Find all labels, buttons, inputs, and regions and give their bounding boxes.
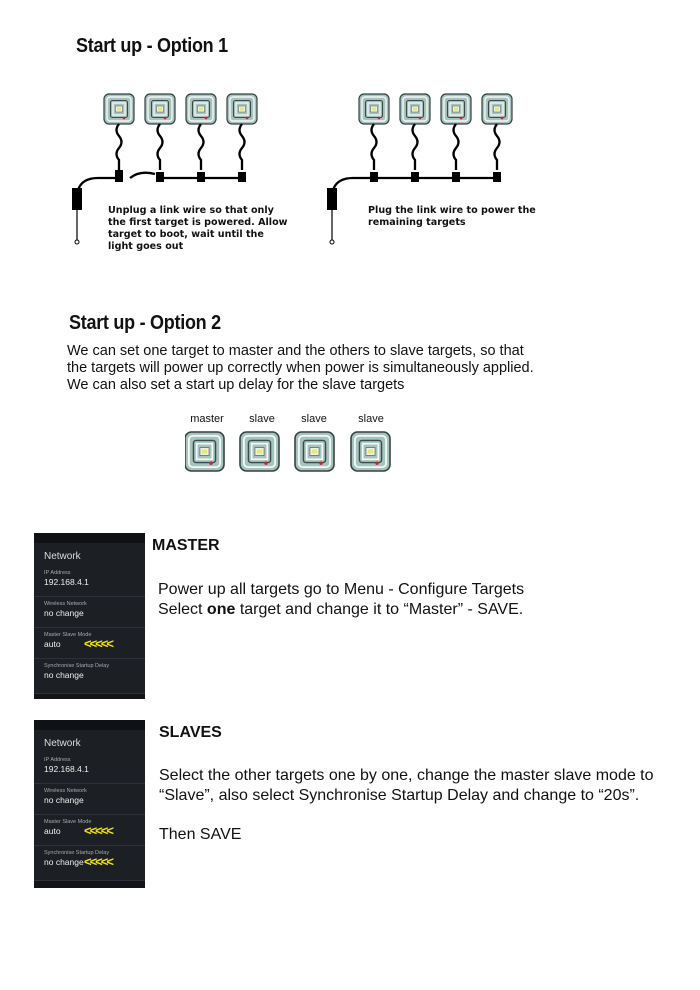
wireless-network-value: no change <box>44 608 84 618</box>
wireless-network-label: Wireless Network <box>44 601 87 607</box>
label-slave-3: slave <box>358 413 384 425</box>
master-slave-mode-label: Master Slave Mode <box>44 819 92 825</box>
option2-targets <box>185 430 405 475</box>
master-line-1: Power up all targets go to Menu - Configure Targets <box>158 581 525 598</box>
slaves-heading: SLAVES <box>159 724 222 741</box>
sync-startup-delay-label: Synchronise Startup Delay <box>44 850 110 856</box>
network-section-title: Network <box>44 738 81 749</box>
network-section-title: Network <box>44 551 81 562</box>
target-1-icon <box>104 94 134 124</box>
label-slave-1: slave <box>249 413 275 425</box>
target-2-icon <box>400 94 430 124</box>
sync-startup-delay-value: no change <box>44 857 84 867</box>
option2-description: We can set one target to master and the others to slave targets, so that the targets will power up correctly when power is simultaneously applied. We can also set a start up delay for the slave targets <box>67 343 534 393</box>
slave-target-icon <box>351 432 390 471</box>
master-slave-mode-value: auto <box>44 639 61 649</box>
ip-address-label: IP Address <box>44 570 71 576</box>
target-1-icon <box>359 94 389 124</box>
target-4-icon <box>482 94 512 124</box>
wireless-network-value: no change <box>44 795 84 805</box>
option1-title: Start up - Option 1 <box>76 35 228 57</box>
target-3-icon <box>186 94 216 124</box>
slaves-line-2: “Slave”, also select Synchronise Startup Delay and change to “20s”. <box>159 787 640 804</box>
arrow-pointer-icon: <<<<< <box>84 823 112 838</box>
target-3-icon <box>441 94 471 124</box>
sync-startup-delay-value: no change <box>44 670 84 680</box>
arrow-pointer-icon: <<<<< <box>84 636 112 651</box>
slaves-line-1: Select the other targets one by one, change the master slave mode to <box>159 767 654 784</box>
slave-settings-screenshot <box>34 720 145 888</box>
option2-title: Start up - Option 2 <box>69 312 221 334</box>
master-settings-screenshot <box>34 533 145 699</box>
wireless-network-label: Wireless Network <box>44 788 87 794</box>
target-2-icon <box>145 94 175 124</box>
arrow-pointer-icon: <<<<< <box>84 854 112 869</box>
master-slave-mode-value: auto <box>44 826 61 836</box>
option1-right-caption: Plug the link wire to power the remaining targets <box>368 205 536 228</box>
ip-address-value: 192.168.4.1 <box>44 577 89 587</box>
ip-address-label: IP Address <box>44 757 71 763</box>
label-slave-2: slave <box>301 413 327 425</box>
slaves-line-3: Then SAVE <box>159 826 242 843</box>
target-4-icon <box>227 94 257 124</box>
slave-target-icon <box>240 432 279 471</box>
master-heading: MASTER <box>152 537 220 554</box>
sync-startup-delay-label: Synchronise Startup Delay <box>44 663 110 669</box>
label-master: master <box>190 413 224 425</box>
master-slave-mode-label: Master Slave Mode <box>44 632 92 638</box>
master-target-icon <box>185 432 224 471</box>
ip-address-value: 192.168.4.1 <box>44 764 89 774</box>
master-line-2: Select one target and change it to “Master” - SAVE. <box>158 601 524 618</box>
option1-left-caption: Unplug a link wire so that only the first target is powered. Allow target to boot, wait until the light goes out <box>108 205 288 252</box>
slave-target-icon <box>295 432 334 471</box>
